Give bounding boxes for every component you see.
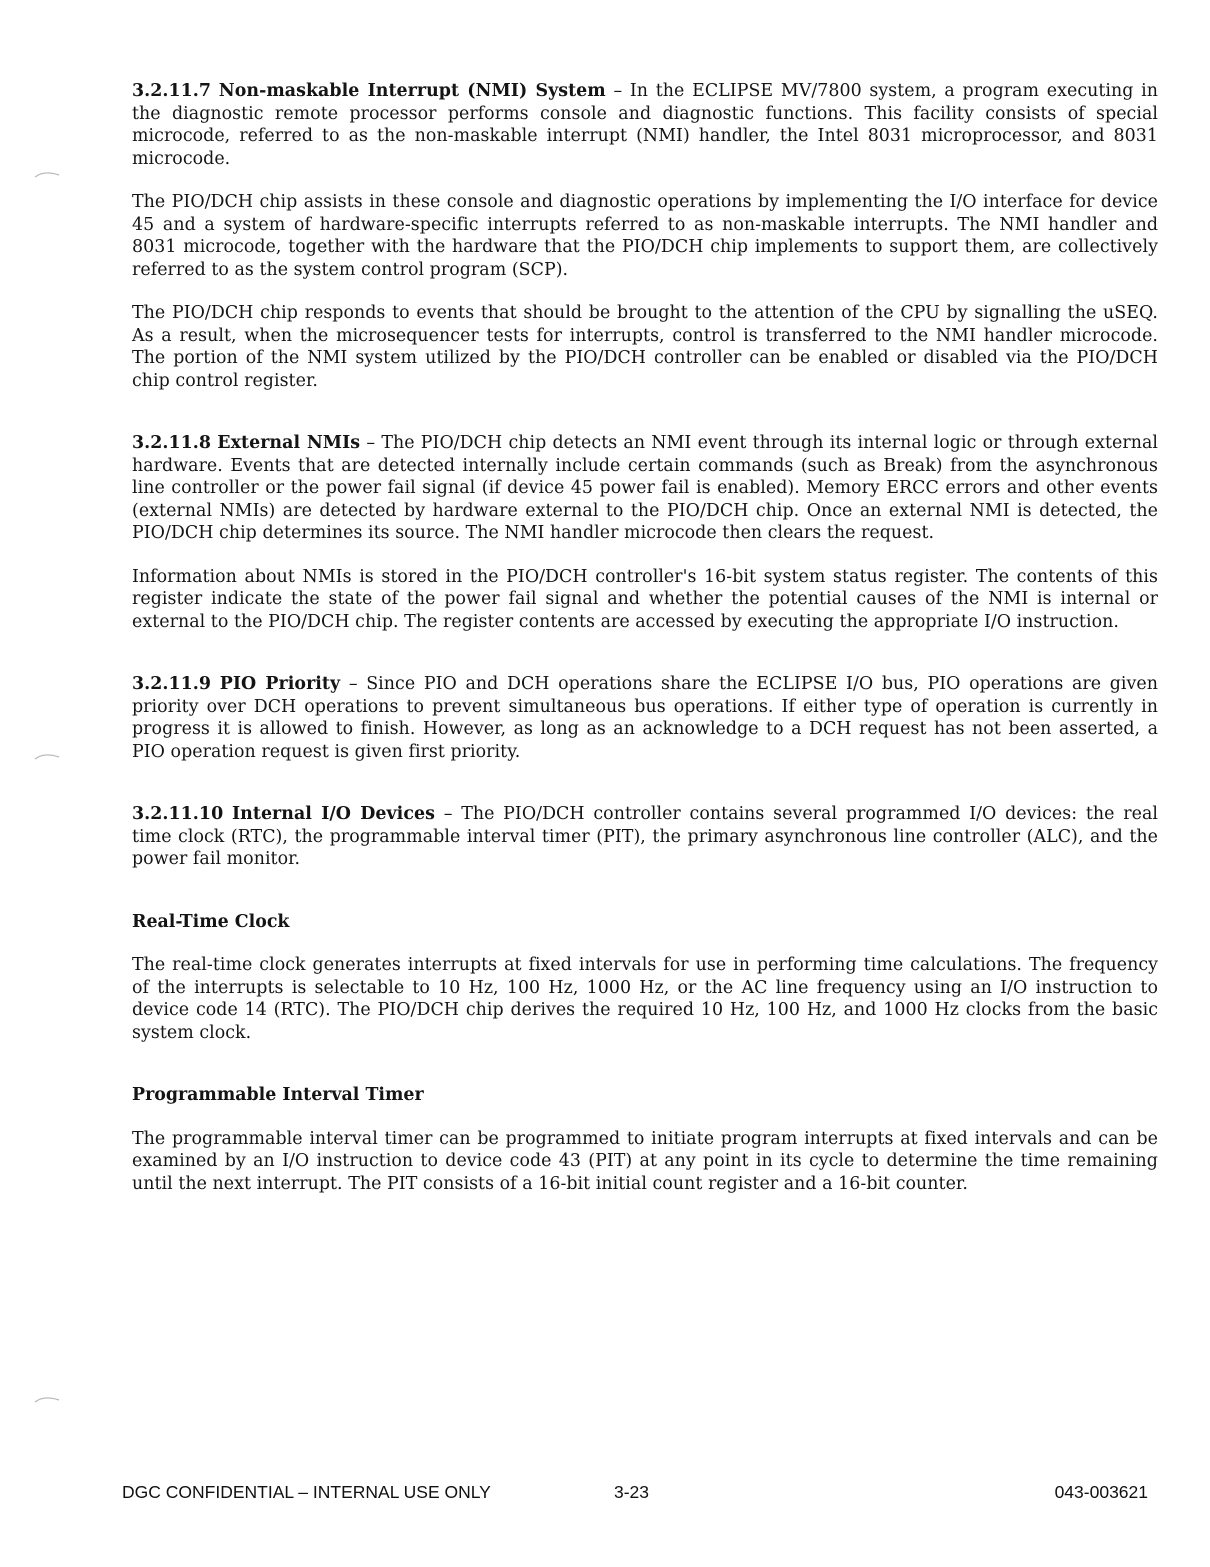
title-separator: – [434, 804, 462, 824]
section-title: Internal I/O Devices [231, 804, 435, 824]
section-title: PIO Priority [219, 674, 341, 694]
title-separator: – [360, 433, 382, 453]
section-number: 3.2.11.9 [132, 674, 212, 694]
section-title: External NMIs [217, 433, 361, 453]
section-3-2-11-9-intro [132, 673, 1158, 763]
paragraph: The real-time clock generates interrupts at fixed intervals for use in performing time calculations. The frequency of the interrupts is selectable to 10 Hz, 100 Hz, 1000 Hz, or the AC line frequency using an I/O instruction to device code 14 (RTC). The PIO/DCH chip derives the required 10 Hz, 100 Hz, and 1000 Hz clocks from the basic system clock. [132, 955, 1158, 1043]
section-number: 3.2.11.10 [132, 804, 224, 824]
margin-mark [34, 752, 60, 760]
subsection-heading-programmable-interval-timer: Programmable Interval Timer [132, 1085, 424, 1105]
paragraph: The programmable interval timer can be programmed to initiate program interrupts at fixed intervals and can be examined by an I/O instruction to device code 43 (PIT) at any point in its cycle to determine the time remaining until the next interrupt. The PIT consists of a 16-bit initial count register and a 16-bit counter. [132, 1128, 1158, 1194]
section-title: Non-maskable Interrupt (NMI) System [218, 81, 606, 101]
section-3-2-11-8-intro [132, 432, 1158, 545]
subsection-heading-real-time-clock: Real-Time Clock [132, 911, 290, 932]
section-3-2-11-7-intro [132, 80, 1158, 170]
margin-mark [34, 170, 60, 178]
section-number: 3.2.11.7 [132, 81, 212, 101]
paragraph: Information about NMIs is stored in the PIO/DCH controller's 16-bit system status register. The contents of this register indicate the state of the power fail signal and whether the potential causes of the NMI is internal or external to the PIO/DCH chip. The register contents are accessed by executing the appropriate I/O instruction. [132, 566, 1158, 632]
paragraph-text: In the ECLIPSE MV/7800 system, a program executing in the diagnostic remote processor performs console and diagnostic functions. This facility consists of special microcode, referred to as the non-maskable interrupt (NMI) handler, the Intel 8031 microprocessor, and 8031 microcode. [132, 81, 1159, 169]
page-body [132, 80, 1158, 1195]
paragraph-text: The PIO/DCH controller contains several programmed I/O devices: the real time clock (RTC), the programmable interval timer (PIT), the primary asynchronous line controller (ALC), and the power fail monitor. [132, 804, 1159, 869]
page-footer [122, 1482, 1148, 1506]
page-number: 3-23 [614, 1482, 650, 1502]
section-number: 3.2.11.8 [132, 433, 212, 453]
document-number: 043-003621 [1054, 1482, 1148, 1502]
paragraph-text: Since PIO and DCH operations share the ECLIPSE I/O bus, PIO operations are given priority over DCH operations to prevent simultaneous bus operations. If either type of operation is currently in progress it is allowed to finish. However, as long as an acknowledge to a DCH request has not been asserted, a PIO operation request is given first priority. [132, 674, 1158, 762]
paragraph-text: The PIO/DCH chip detects an NMI event through its internal logic or through external hardware. Events that are detected internally include certain commands (such as Break) from the asynchronous line controller or the power fail signal (if device 45 power fail is enabled). Memory ERCC errors and other events (external NMIs) are detected by hardware external to the PIO/DCH chip. Once an external NMI is detected, the PIO/DCH chip determines its source. The NMI handler microcode then clears the request. [132, 433, 1158, 543]
confidential-notice: DGC CONFIDENTIAL – INTERNAL USE ONLY [122, 1482, 491, 1502]
title-separator: – [605, 81, 630, 101]
margin-mark [34, 1395, 60, 1403]
paragraph: The PIO/DCH chip assists in these console and diagnostic operations by implementing the I/O interface for device 45 and a system of hardware-specific interrupts referred to as non-maskable interrupts. The NMI handler and 8031 microcode, together with the hardware that the PIO/DCH chip implements to support them, are collectively referred to as the system control program (SCP). [132, 192, 1158, 280]
title-separator: – [340, 674, 367, 694]
paragraph: The PIO/DCH chip responds to events that should be brought to the attention of the CPU by signalling the uSEQ. As a result, when the microsequencer tests for interrupts, control is transferred to the NMI handler microcode. The portion of the NMI system utilized by the PIO/DCH controller can be enabled or disabled via the PIO/DCH chip control register. [132, 303, 1158, 391]
section-3-2-11-10-intro [132, 803, 1158, 871]
